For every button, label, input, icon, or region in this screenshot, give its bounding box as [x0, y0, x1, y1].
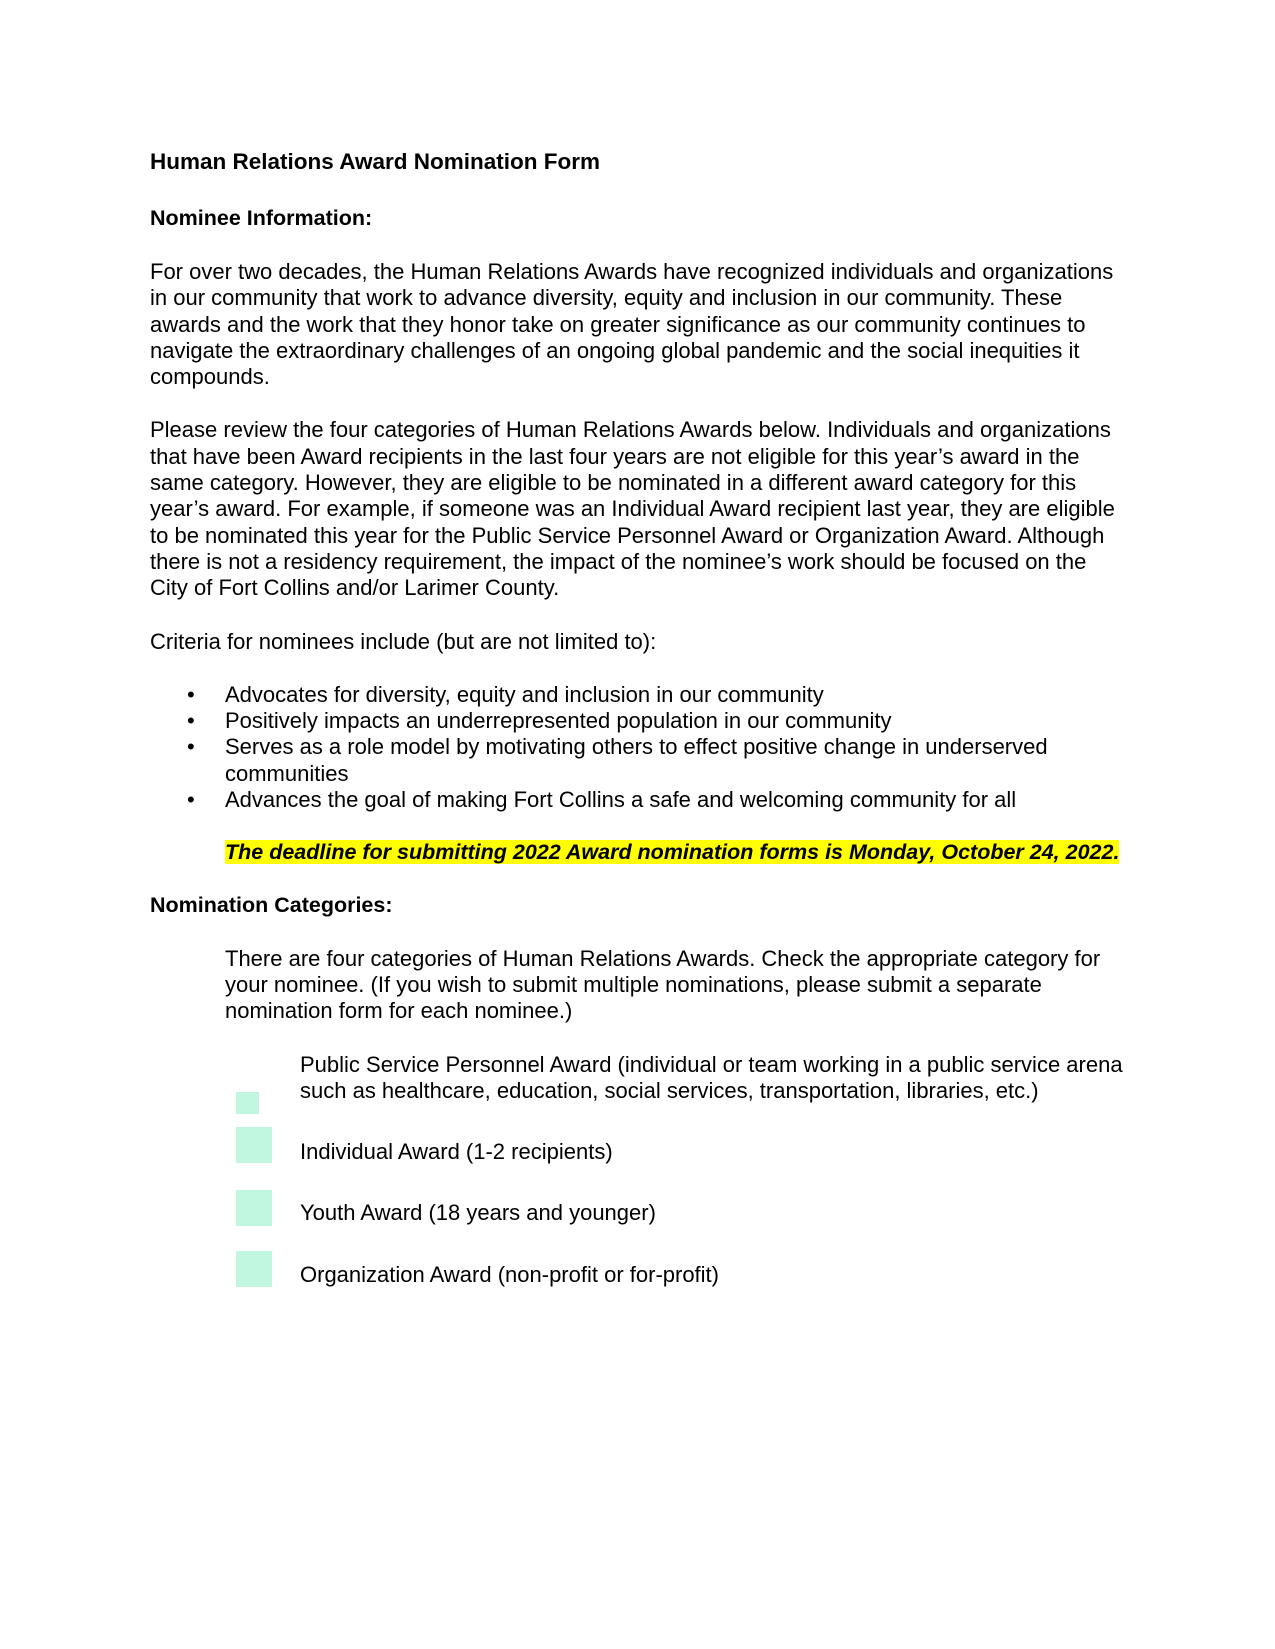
- category-label: Organization Award (non-profit or for-profit): [300, 1261, 719, 1287]
- criteria-item: • Advances the goal of making Fort Collins a safe and welcoming community for all: [225, 787, 1130, 813]
- category-label: Youth Award (18 years and younger): [300, 1200, 656, 1226]
- category-checkbox-individual[interactable]: [236, 1127, 272, 1163]
- categories-heading: Nomination Categories:: [150, 892, 393, 917]
- criteria-item: • Positively impacts an underrepresented population in our community: [225, 708, 1130, 734]
- category-youth: [300, 1200, 1130, 1226]
- criteria-item: • Advocates for diversity, equity and inclusion in our community: [225, 682, 1130, 708]
- deadline-block: [225, 839, 1130, 865]
- category-checkbox-public-service[interactable]: [236, 1092, 259, 1114]
- document-page: [150, 148, 1130, 1288]
- category-label: Individual Award (1-2 recipients): [300, 1139, 613, 1165]
- eligibility-paragraph: Please review the four categories of Human Relations Awards below. Individuals and organizations that have been Award recipients in the last four years are not eligible for this year’s award in the same category. However, they are eligible to be nominated in a different award category for this year’s award. For example, if someone was an Individual Award recipient last year, they are eligible to be nominated this year for the Public Service Personnel Award or Organization Award. Although there is not a residency requirement, the impact of the nominee’s work should be focused on the City of Fort Collins and/or Larimer County.: [150, 417, 1115, 601]
- criteria-intro: Criteria for nominees include (but are not limited to):: [150, 628, 657, 654]
- category-organization: [300, 1262, 1130, 1288]
- deadline-notice: The deadline for submitting 2022 Award nomination forms is Monday, October 24, 2022.: [225, 840, 1120, 865]
- category-individual: [300, 1139, 1130, 1165]
- category-public-service: [300, 1052, 1130, 1105]
- category-label: Public Service Personnel Award (individual or team working in a public service arena such as healthcare, education, social services, transportation, libraries, etc.): [300, 1051, 1123, 1103]
- categories-intro: There are four categories of Human Relations Awards. Check the appropriate category for your nominee. (If you wish to submit multiple nominations, please submit a separate nomination form for each nominee.): [225, 945, 1101, 1024]
- category-checkbox-organization[interactable]: [236, 1251, 272, 1287]
- category-checkbox-youth[interactable]: [236, 1190, 272, 1226]
- form-title: Human Relations Award Nomination Form: [150, 149, 601, 174]
- criteria-item: • Serves as a role model by motivating others to effect positive change in underserved communities: [225, 734, 1130, 787]
- intro-paragraph: For over two decades, the Human Relations Awards have recognized individuals and organizations in our community that work to advance diversity, equity and inclusion in our community. These awards and the work that they honor take on greater significance as our community continues to navigate the extraordinary challenges of an ongoing global pandemic and the social inequities it compounds.: [150, 259, 1114, 390]
- nominee-heading: Nominee Information:: [150, 206, 373, 230]
- criteria-list: [150, 682, 1130, 813]
